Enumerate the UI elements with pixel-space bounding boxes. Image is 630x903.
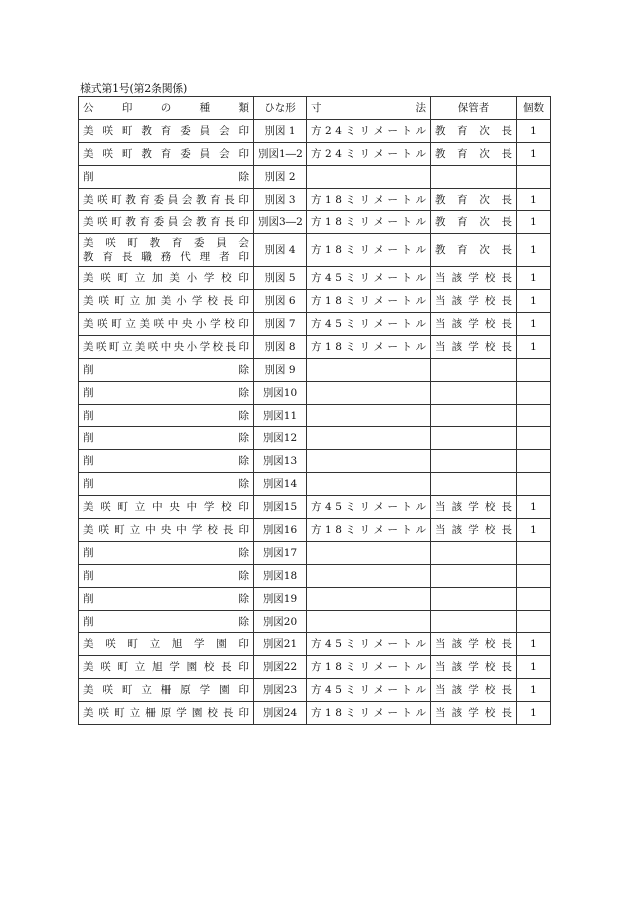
seal-type-cell: 美 咲 町 立 美 咲 中 央 小 学 校 印 — [79, 313, 254, 336]
table-row — [79, 119, 551, 142]
table-row — [79, 473, 551, 496]
seal-type-cell: 美 咲 町 教 育 委 員 会 教 育 長 印 — [79, 211, 254, 234]
figure-cell: 別図20 — [254, 610, 307, 633]
keeper-cell: 当 該 学 校 長 — [431, 335, 517, 358]
seal-type-cell: 削 除 — [79, 381, 254, 404]
table-row — [79, 564, 551, 587]
keeper-cell — [431, 610, 517, 633]
keeper-cell: 当 該 学 校 長 — [431, 313, 517, 336]
table-row — [79, 290, 551, 313]
count-cell: 1 — [517, 267, 551, 290]
size-cell: 方 4 5 ミ リ メ ー ト ル — [307, 496, 431, 519]
keeper-cell: 教 育 次 長 — [431, 119, 517, 142]
size-cell — [307, 165, 431, 188]
size-cell: 方 1 8 ミ リ メ ー ト ル — [307, 290, 431, 313]
table-row — [79, 450, 551, 473]
size-cell — [307, 564, 431, 587]
size-cell: 方 1 8 ミ リ メ ー ト ル — [307, 656, 431, 679]
keeper-cell — [431, 427, 517, 450]
table-row — [79, 633, 551, 656]
keeper-cell: 当 該 学 校 長 — [431, 496, 517, 519]
figure-cell: 別図 7 — [254, 313, 307, 336]
count-cell — [517, 473, 551, 496]
keeper-cell: 教 育 次 長 — [431, 142, 517, 165]
keeper-cell: 当 該 学 校 長 — [431, 702, 517, 725]
figure-cell: 別図 3 — [254, 188, 307, 211]
seal-type-cell: 削 除 — [79, 564, 254, 587]
size-cell — [307, 358, 431, 381]
figure-cell: 別図 9 — [254, 358, 307, 381]
size-cell: 方 1 8 ミ リ メ ー ト ル — [307, 519, 431, 542]
seal-type-line: 美 咲 町 教 育 委 員 会 — [83, 237, 249, 250]
size-cell: 方 4 5 ミ リ メ ー ト ル — [307, 267, 431, 290]
size-cell — [307, 541, 431, 564]
count-cell: 1 — [517, 313, 551, 336]
form-caption: 様式第1号(第2条関係) — [80, 82, 187, 95]
table-row — [79, 165, 551, 188]
header-figure: ひな形 — [254, 97, 307, 120]
figure-cell: 別図 8 — [254, 335, 307, 358]
count-cell: 1 — [517, 519, 551, 542]
keeper-cell: 当 該 学 校 長 — [431, 633, 517, 656]
keeper-cell — [431, 541, 517, 564]
table-row — [79, 496, 551, 519]
size-cell: 方 2 4 ミ リ メ ー ト ル — [307, 142, 431, 165]
figure-cell: 別図14 — [254, 473, 307, 496]
table-body — [79, 119, 551, 724]
figure-cell: 別図3―2 — [254, 211, 307, 234]
table-row — [79, 335, 551, 358]
figure-cell: 別図 5 — [254, 267, 307, 290]
size-cell: 方 1 8 ミ リ メ ー ト ル — [307, 234, 431, 267]
header-count: 個数 — [517, 97, 551, 120]
seal-type-cell: 美 咲 町 教 育 委 員 会 教 育 長 印 — [79, 188, 254, 211]
count-cell — [517, 381, 551, 404]
table-row — [79, 267, 551, 290]
table-row — [79, 610, 551, 633]
table-row — [79, 234, 551, 267]
keeper-cell: 当 該 学 校 長 — [431, 656, 517, 679]
seal-type-cell: 美 咲 町 立 加 美 小 学 校 長 印 — [79, 290, 254, 313]
count-cell: 1 — [517, 702, 551, 725]
seal-type-cell: 削 除 — [79, 450, 254, 473]
table-row — [79, 313, 551, 336]
seal-type-cell: 美 咲 町 立 旭 学 園 校 長 印 — [79, 656, 254, 679]
figure-cell: 別図11 — [254, 404, 307, 427]
count-cell — [517, 610, 551, 633]
seal-type-cell: 削 除 — [79, 473, 254, 496]
size-cell — [307, 450, 431, 473]
count-cell — [517, 450, 551, 473]
header-size: 寸 法 — [307, 97, 431, 120]
size-cell: 方 4 5 ミ リ メ ー ト ル — [307, 679, 431, 702]
header-row — [79, 97, 551, 120]
figure-cell: 別図 1 — [254, 119, 307, 142]
size-cell: 方 4 5 ミ リ メ ー ト ル — [307, 313, 431, 336]
seal-type-cell: 美 咲 町 立 中 央 中 学 校 長 印 — [79, 519, 254, 542]
figure-cell: 別図21 — [254, 633, 307, 656]
table-row — [79, 211, 551, 234]
seal-type-cell: 削 除 — [79, 427, 254, 450]
table-row — [79, 656, 551, 679]
count-cell: 1 — [517, 290, 551, 313]
table-row — [79, 358, 551, 381]
keeper-cell: 教 育 次 長 — [431, 188, 517, 211]
count-cell: 1 — [517, 335, 551, 358]
seal-type-cell: 美 咲 町 教 育 委 員 会 印 — [79, 119, 254, 142]
figure-cell: 別図24 — [254, 702, 307, 725]
table-row — [79, 587, 551, 610]
seal-type-cell: 削 除 — [79, 610, 254, 633]
count-cell: 1 — [517, 188, 551, 211]
figure-cell: 別図15 — [254, 496, 307, 519]
figure-cell: 別図18 — [254, 564, 307, 587]
size-cell — [307, 404, 431, 427]
size-cell — [307, 473, 431, 496]
keeper-cell — [431, 450, 517, 473]
count-cell — [517, 564, 551, 587]
keeper-cell — [431, 564, 517, 587]
keeper-cell: 教 育 次 長 — [431, 234, 517, 267]
keeper-cell: 当 該 学 校 長 — [431, 290, 517, 313]
seal-type-line: 教 育 長 職 務 代 理 者 印 — [83, 251, 249, 264]
size-cell — [307, 427, 431, 450]
count-cell — [517, 165, 551, 188]
seal-type-cell: 美 咲 町 立 柵 原 学 園 校 長 印 — [79, 702, 254, 725]
table-row — [79, 541, 551, 564]
header-seal-type: 公 印 の 種 類 — [79, 97, 254, 120]
keeper-cell: 当 該 学 校 長 — [431, 679, 517, 702]
seal-type-cell: 削 除 — [79, 404, 254, 427]
size-cell — [307, 610, 431, 633]
figure-cell: 別図12 — [254, 427, 307, 450]
count-cell: 1 — [517, 119, 551, 142]
size-cell: 方 4 5 ミ リ メ ー ト ル — [307, 633, 431, 656]
size-cell — [307, 587, 431, 610]
header-keeper: 保管者 — [431, 97, 517, 120]
count-cell: 1 — [517, 656, 551, 679]
count-cell: 1 — [517, 496, 551, 519]
figure-cell: 別図 4 — [254, 234, 307, 267]
table-row — [79, 404, 551, 427]
table-row — [79, 519, 551, 542]
count-cell: 1 — [517, 679, 551, 702]
count-cell — [517, 404, 551, 427]
figure-cell: 別図19 — [254, 587, 307, 610]
seal-type-cell: 美 咲 町 立 中 央 中 学 校 印 — [79, 496, 254, 519]
table-row — [79, 381, 551, 404]
table-row — [79, 679, 551, 702]
size-cell — [307, 381, 431, 404]
size-cell: 方 1 8 ミ リ メ ー ト ル — [307, 702, 431, 725]
seal-type-cell: 美 咲 町 立 柵 原 学 園 印 — [79, 679, 254, 702]
figure-cell: 別図13 — [254, 450, 307, 473]
seal-type-cell: 美 咲 町 立 旭 学 園 印 — [79, 633, 254, 656]
figure-cell: 別図22 — [254, 656, 307, 679]
seal-type-cell — [79, 234, 254, 267]
size-cell: 方 1 8 ミ リ メ ー ト ル — [307, 188, 431, 211]
keeper-cell — [431, 358, 517, 381]
keeper-cell: 当 該 学 校 長 — [431, 519, 517, 542]
seal-type-cell: 美 咲 町 立 加 美 小 学 校 印 — [79, 267, 254, 290]
keeper-cell — [431, 404, 517, 427]
figure-cell: 別図 6 — [254, 290, 307, 313]
seal-type-cell: 削 除 — [79, 587, 254, 610]
figure-cell: 別図 2 — [254, 165, 307, 188]
keeper-cell — [431, 381, 517, 404]
seal-type-cell: 美 咲 町 立 美 咲 中 央 小 学 校 長 印 — [79, 335, 254, 358]
table-row — [79, 142, 551, 165]
figure-cell: 別図23 — [254, 679, 307, 702]
count-cell: 1 — [517, 211, 551, 234]
count-cell: 1 — [517, 234, 551, 267]
keeper-cell: 教 育 次 長 — [431, 211, 517, 234]
table-row — [79, 702, 551, 725]
size-cell: 方 1 8 ミ リ メ ー ト ル — [307, 211, 431, 234]
seal-type-cell: 削 除 — [79, 358, 254, 381]
count-cell: 1 — [517, 633, 551, 656]
figure-cell: 別図17 — [254, 541, 307, 564]
size-cell: 方 1 8 ミ リ メ ー ト ル — [307, 335, 431, 358]
keeper-cell — [431, 473, 517, 496]
count-cell: 1 — [517, 142, 551, 165]
size-cell: 方 2 4 ミ リ メ ー ト ル — [307, 119, 431, 142]
count-cell — [517, 541, 551, 564]
keeper-cell: 当 該 学 校 長 — [431, 267, 517, 290]
table-row — [79, 188, 551, 211]
figure-cell: 別図10 — [254, 381, 307, 404]
seal-type-cell: 削 除 — [79, 541, 254, 564]
figure-cell: 別図16 — [254, 519, 307, 542]
figure-cell: 別図1―2 — [254, 142, 307, 165]
count-cell — [517, 587, 551, 610]
seal-type-cell: 美 咲 町 教 育 委 員 会 印 — [79, 142, 254, 165]
table-row — [79, 427, 551, 450]
official-seal-table — [78, 96, 551, 725]
keeper-cell — [431, 587, 517, 610]
keeper-cell — [431, 165, 517, 188]
seal-type-cell: 削 除 — [79, 165, 254, 188]
count-cell — [517, 427, 551, 450]
count-cell — [517, 358, 551, 381]
